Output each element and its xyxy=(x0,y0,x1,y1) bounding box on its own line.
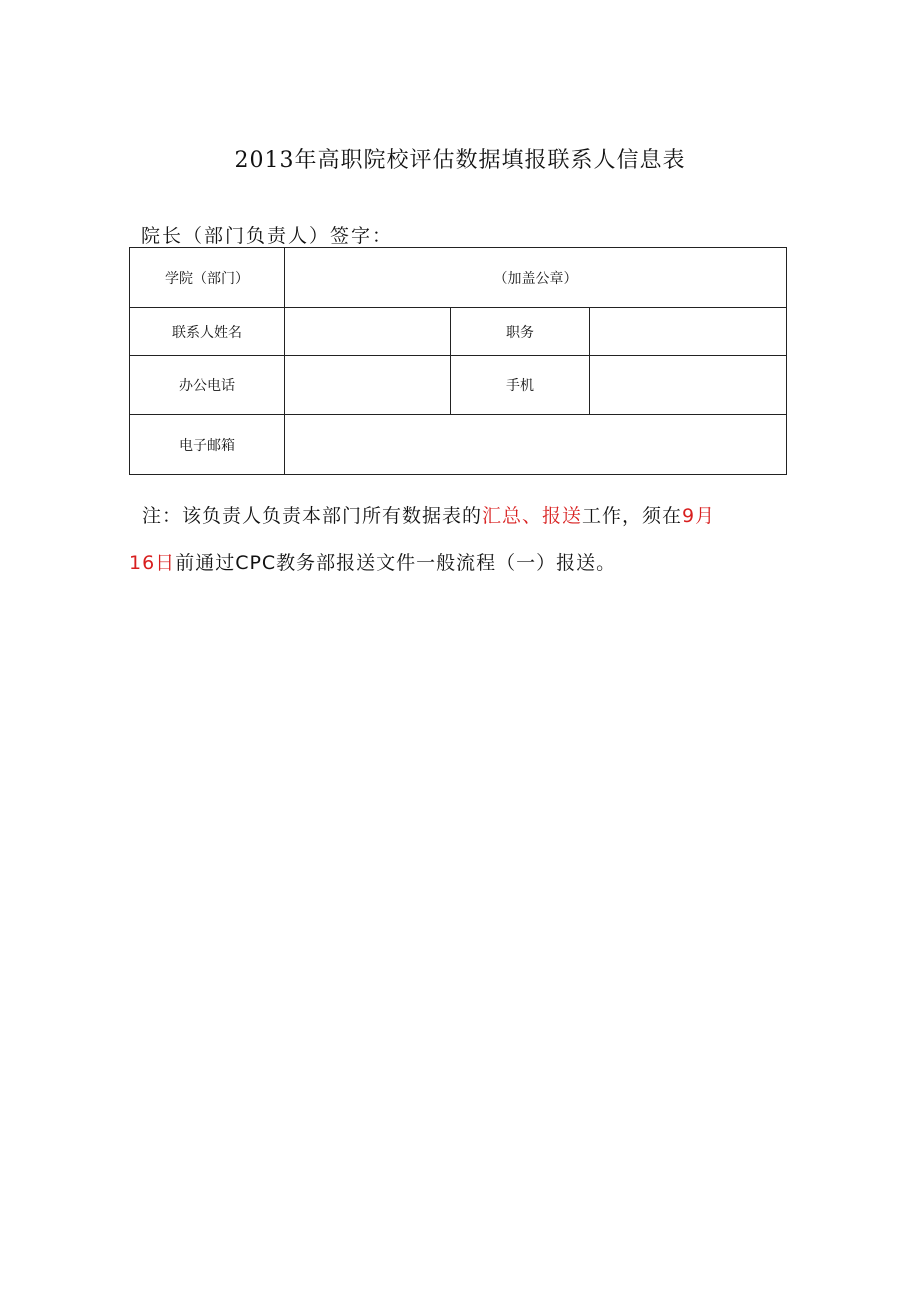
table-row xyxy=(130,415,787,475)
signature-label: 院长（部门负责人）签字： xyxy=(141,225,394,247)
page-title: 2013年高职院校评估数据填报联系人信息表 xyxy=(234,148,686,173)
note-line-1 xyxy=(129,493,769,540)
contact-name-label: 联系人姓名 xyxy=(130,308,285,356)
signature-row xyxy=(141,220,665,248)
note-highlight-month: 9月 xyxy=(682,505,716,527)
note-text-2: 工作，须在 xyxy=(582,505,683,527)
signature-line xyxy=(407,225,665,248)
office-phone-label: 办公电话 xyxy=(130,356,285,415)
college-seal-cell: （加盖公章） xyxy=(285,248,787,308)
contact-name-cell xyxy=(285,308,451,356)
table-row xyxy=(130,248,787,308)
note-text-3: 前通过CPC教务部报送文件一般流程（一）报送。 xyxy=(175,552,617,574)
office-phone-cell xyxy=(285,356,451,415)
email-label: 电子邮箱 xyxy=(130,415,285,475)
college-label: 学院（部门） xyxy=(130,248,285,308)
position-label: 职务 xyxy=(451,308,590,356)
note-highlight-day: 16日 xyxy=(129,552,176,574)
note-highlight-summary: 汇总、报送 xyxy=(482,505,583,527)
note-paragraph xyxy=(129,493,769,587)
table-row xyxy=(130,308,787,356)
note-line-2 xyxy=(129,540,769,587)
table-row xyxy=(130,356,787,415)
email-cell xyxy=(285,415,787,475)
contact-info-table xyxy=(129,247,787,475)
mobile-label: 手机 xyxy=(451,356,590,415)
position-cell xyxy=(590,308,787,356)
note-text-1: 注：该负责人负责本部门所有数据表的 xyxy=(142,505,483,527)
mobile-cell xyxy=(590,356,787,415)
